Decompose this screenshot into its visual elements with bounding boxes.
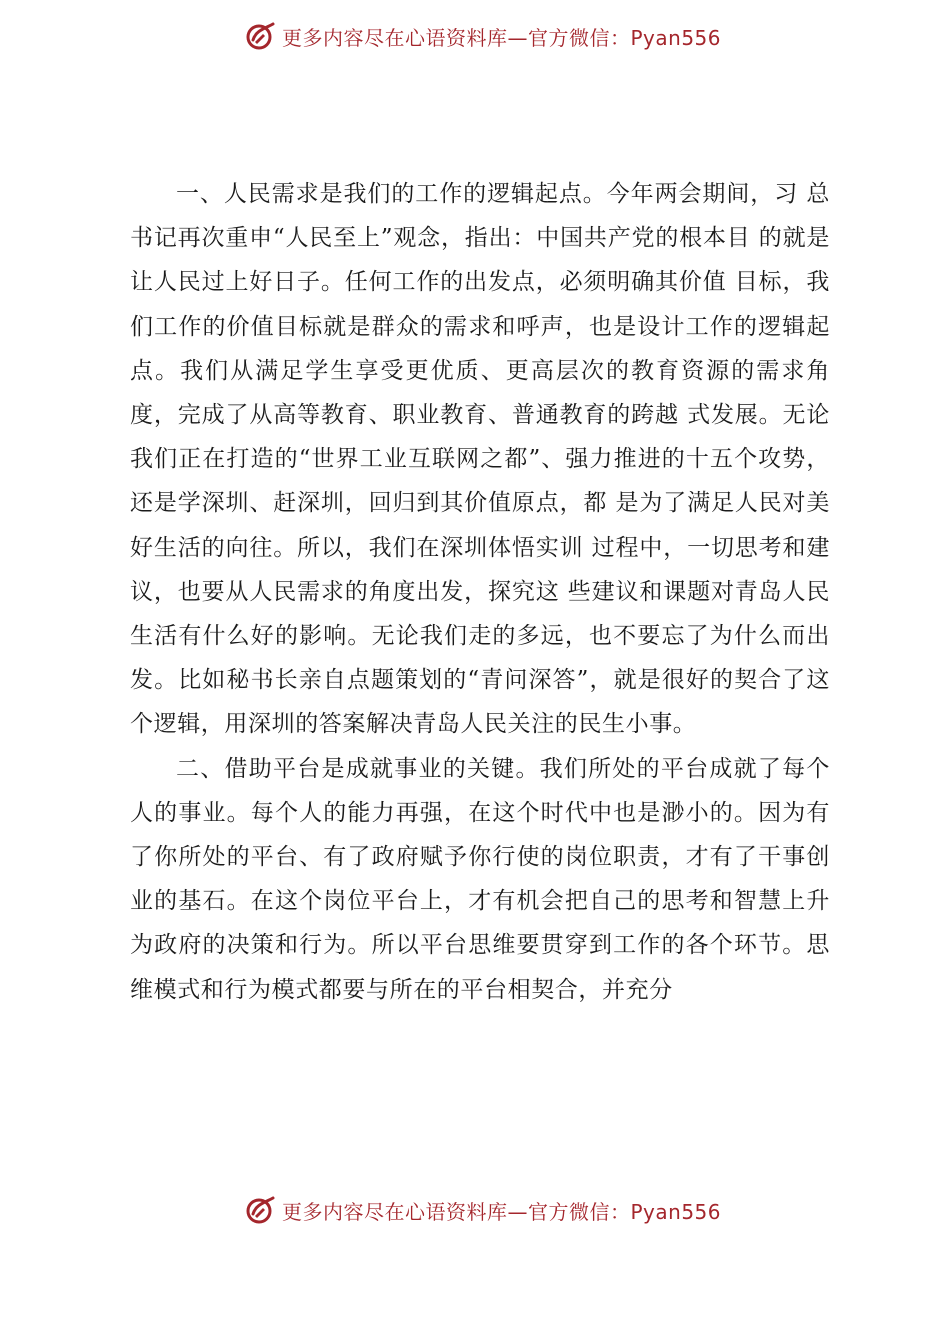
watermark-label: 更多内容尽在心语资料库—官方微信： (282, 25, 631, 50)
paragraph-1: 一、人民需求是我们的工作的逻辑起点。今年两会期间，习 总书记再次重申“人民至上”观念，指出：中国共产党的根本目 的就是让人民过上好日子。任何工作的出发点，必须明确其价值 目标，我们工作的价值目标就是群众的需求和呼声，也是设计工作的逻辑起点。我们从满足学生享受更优质、更高层次的教育资源的需求角度，完成了从高等教育、职业教育、普通教育的跨越 式发展。无论我们正在打造的“世界工业互联网之都”、强力推进的十五个攻势，还是学深圳、赶深圳，回归到其价值原点，都 是为了满足人民对美好生活的向往。所以，我们在深圳体悟实训 过程中，一切思考和建议，也要从人民需求的角度出发，探究这 些建议和课题对青岛人民生活有什么好的影响。无论我们走的多远，也不要忘了为什么而出发。比如秘书长亲自点题策划的“青问深答”，就是很好的契合了这个逻辑，用深圳的答案解决青岛人民关注的民生小事。 (130, 181, 830, 738)
watermark-handle: Pyan556 (630, 1199, 722, 1224)
watermark-text (282, 22, 721, 51)
watermark-handle: Pyan556 (630, 25, 722, 50)
logo-icon (246, 1194, 276, 1226)
logo-icon (246, 20, 276, 52)
header-watermark (246, 16, 721, 56)
footer-watermark (246, 1190, 721, 1230)
document-body (130, 172, 830, 1012)
watermark-text (282, 1196, 721, 1225)
paragraph-2: 二、借助平台是成就事业的关键。我们所处的平台成就了每个人的事业。每个人的能力再强，在这个时代中也是渺小的。因为有了你所处的平台、有了政府赋予你行使的岗位职责，才有了干事创业的基石。在这个岗位平台上，才有机会把自己的思考和智慧上升为政府的决策和行为。所以平台思维要贯穿到工作的各个环节。思维模式和行为模式都要与所在的平台相契合，并充分 (130, 755, 830, 1003)
watermark-label: 更多内容尽在心语资料库—官方微信： (282, 1199, 631, 1224)
